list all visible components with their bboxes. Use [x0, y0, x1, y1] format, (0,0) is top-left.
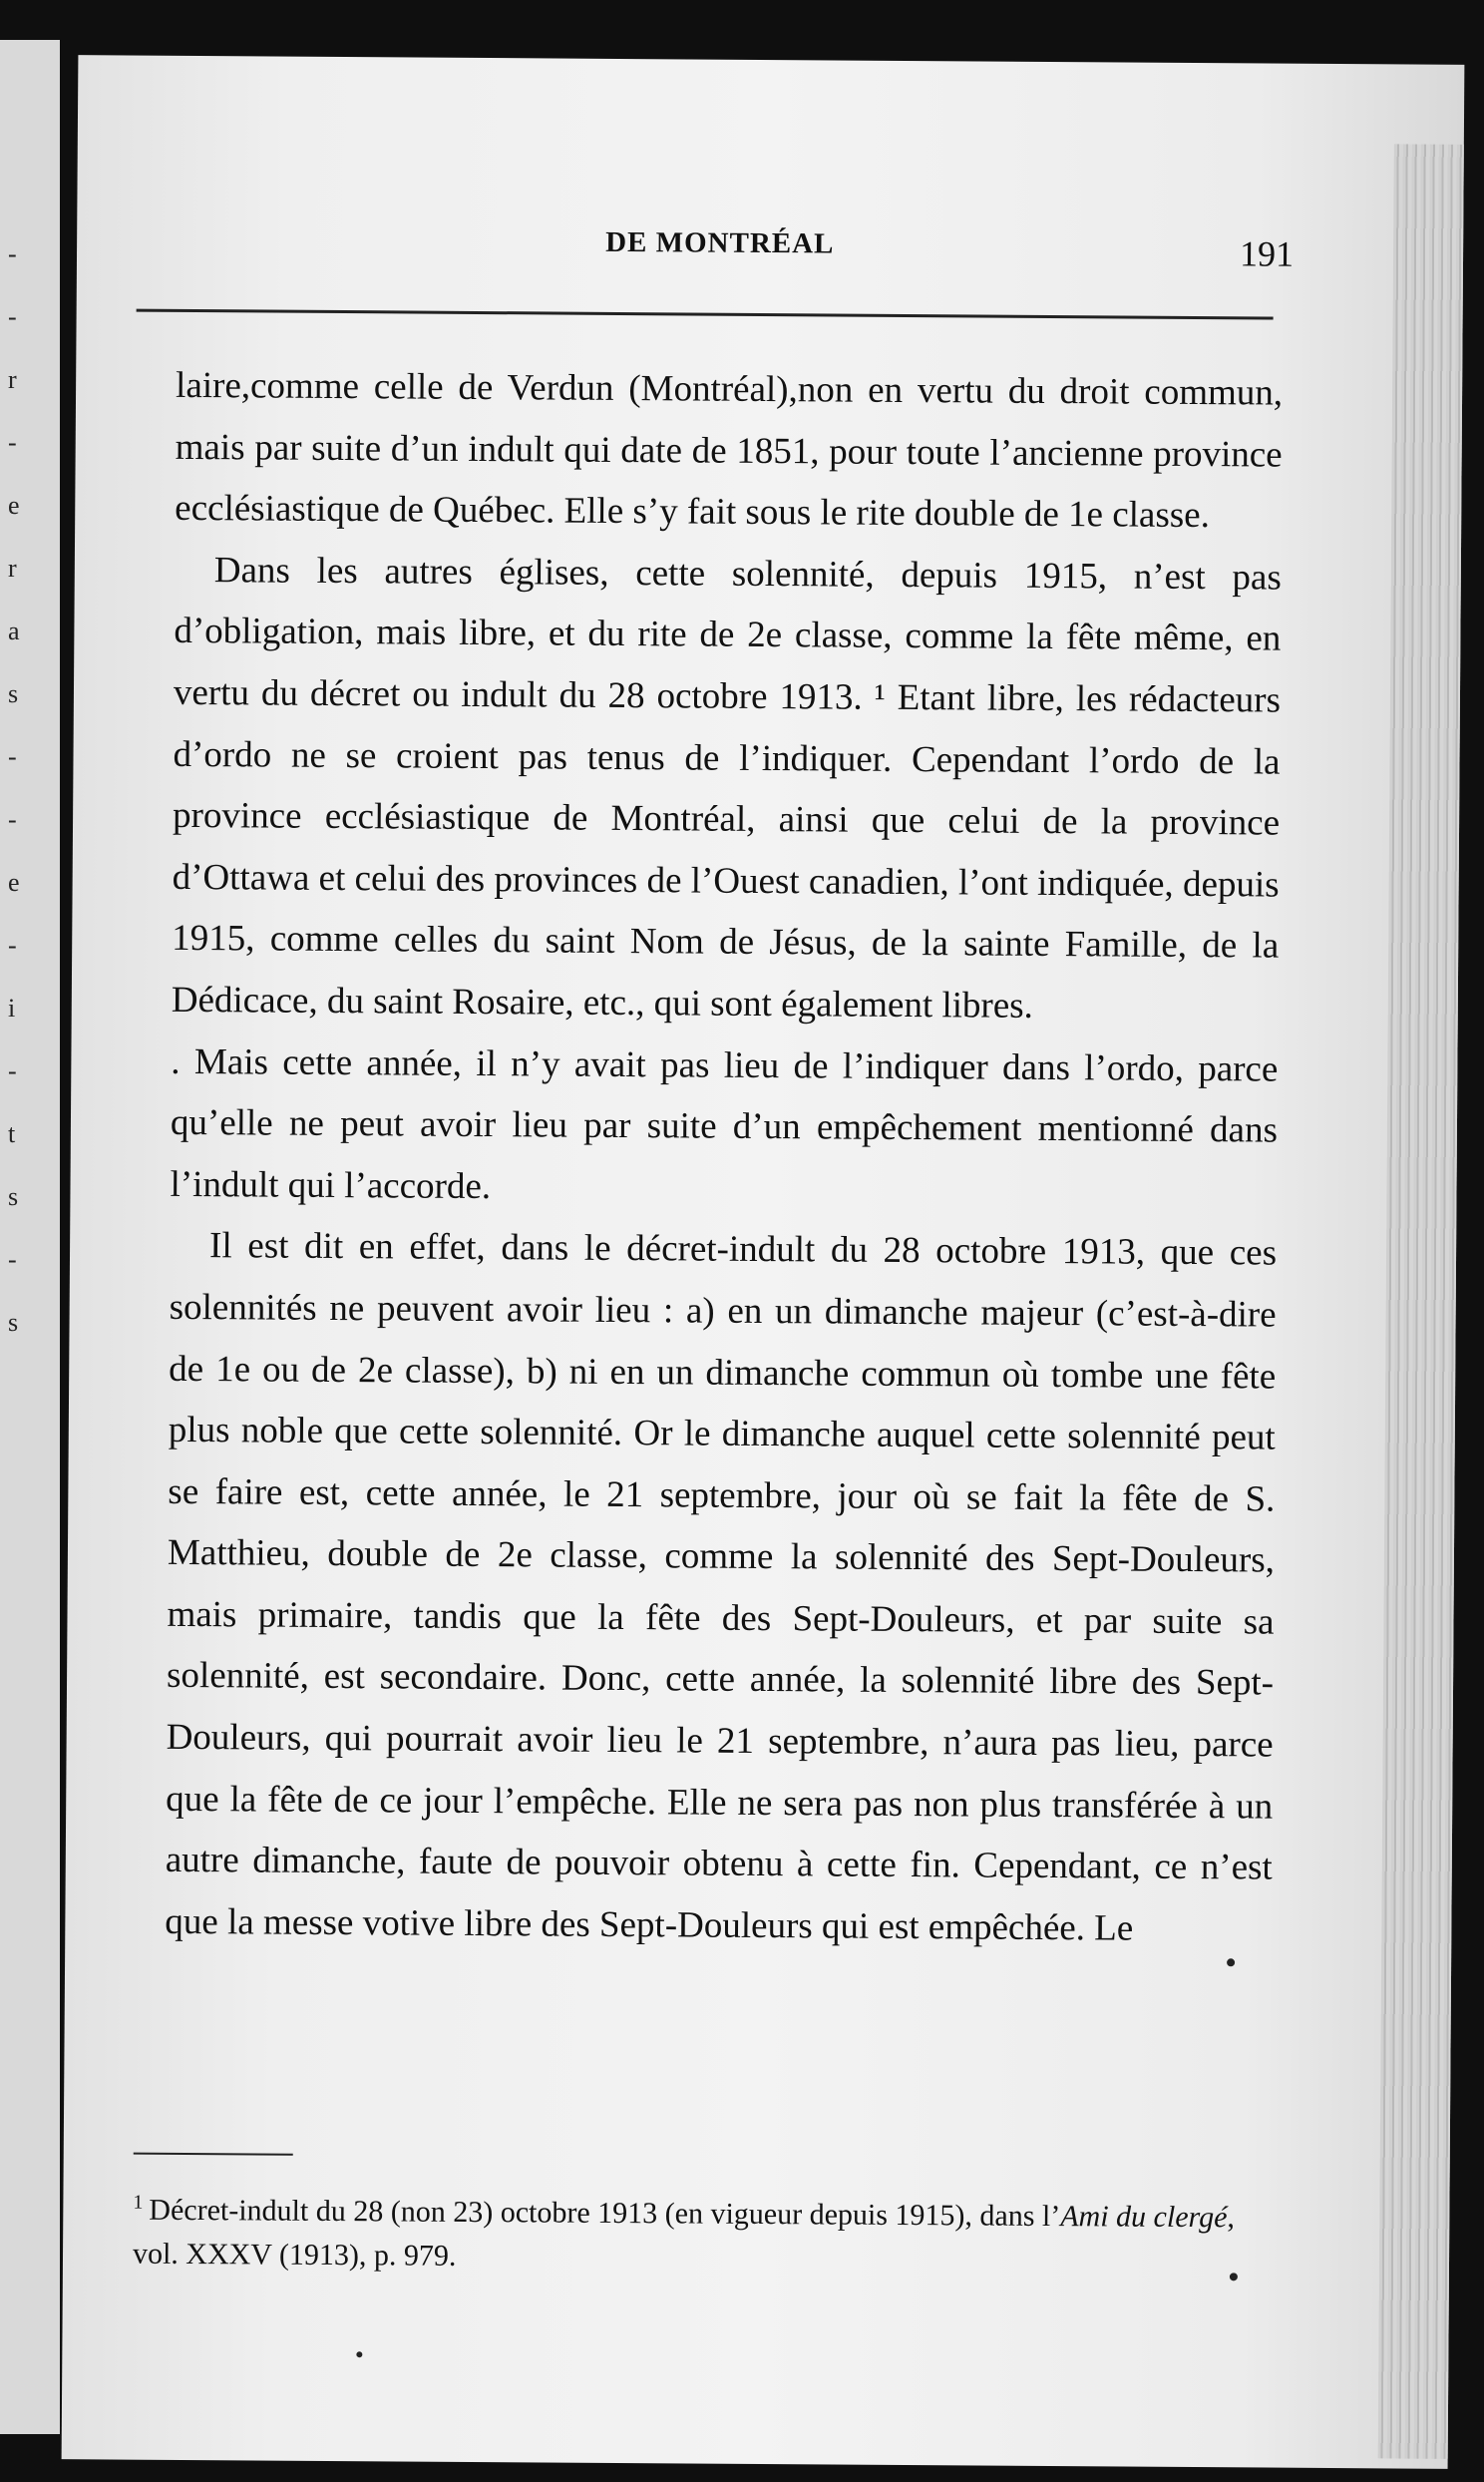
footnote-rule [134, 2153, 293, 2156]
facing-page-fragment: - [8, 1245, 17, 1274]
facing-page-fragment: e [8, 491, 20, 520]
previous-page-edge [0, 40, 60, 2434]
facing-page-fragment: s [8, 1182, 19, 1211]
facing-page-fragment: - [8, 302, 17, 331]
facing-page-fragment: - [8, 428, 17, 457]
footnote-text: Décret-indult du 28 (non 23) octobre 1913 (en vigueur depuis 1915), dans l’ [149, 2193, 1061, 2234]
facing-page-fragment: - [8, 931, 17, 960]
footnote-title: Ami du clergé [1060, 2200, 1228, 2235]
paragraph: laire,comme celle de Verdun (Montréal),non en vertu du droit commun, mais par suite d’un indult qui date de 1851, pour toute l’ancienne province ecclésiastique de Québec. Elle s’y fait sous le rite double de 1e classe. [175, 364, 1284, 537]
facing-page-fragment: s [8, 679, 19, 708]
page-stack-edge [1378, 144, 1464, 2458]
footnote [133, 2181, 1271, 2284]
footnote-mark: 1 [133, 2191, 144, 2214]
facing-page-fragment: r [8, 554, 17, 583]
facing-page-fragment: e [8, 868, 20, 897]
ink-speck [1230, 2273, 1238, 2280]
paragraph: . Mais cette année, il n’y avait pas lieu de l’indiquer dans l’ordo, parce qu’elle ne peut avoir lieu par suite d’un empêchement mentionné dans l’indult qui l’accorde. [170, 1040, 1279, 1207]
ink-speck [356, 2351, 362, 2357]
book-page [62, 55, 1465, 2469]
facing-page-fragment: - [8, 239, 17, 268]
facing-page-fragment: - [8, 742, 17, 771]
facing-page-fragment: s [8, 1308, 19, 1337]
paragraph: Dans les autres églises, cette solennité, depuis 1915, n’est pas d’obligation, mais libre, et du rite de 2e classe, comme la fête même, en vertu du décret ou indult du 28 octobre 1913. ¹ Etant libre, les rédacteurs d’ordo ne se croient pas tenus de l’indiquer. Cependant l’ordo de la province ecclésiastique de Montréal, ainsi que celui de la province d’Ottawa et celui des provinces de l’Ouest canadien, l’ont indiquée, depuis 1915, comme celles du saint Nom de Jésus, de la sainte Famille, de la Dédicace, du saint Rosaire, etc., qui sont également libres. [171, 549, 1282, 1027]
footnote-text-end: , vol. XXXV (1913), p. 979. [132, 2201, 1236, 2273]
page-number: 191 [1239, 233, 1295, 274]
header-rule [137, 309, 1274, 320]
body-text [165, 355, 1283, 1960]
ink-speck [1227, 1958, 1235, 1966]
facing-page-fragment: i [8, 994, 16, 1023]
facing-page-fragment: - [8, 1056, 17, 1085]
running-head: DE MONTRÉAL [605, 225, 835, 260]
page-header [167, 204, 1295, 274]
facing-page-fragment: r [8, 365, 17, 394]
facing-page-fragment: t [8, 1119, 16, 1148]
paragraph: Il est dit en effet, dans le décret-indult du 28 octobre 1913, que ces solennités ne peuvent avoir lieu : a) en un dimanche majeur (c’est-à-dire de 1e ou de 2e classe), b) ni en un dimanche commun où tombe une fête plus noble que cette solennité. Or le dimanche auquel cette solennité peut se faire est, cette année, le 21 septembre, jour où se fait la fête de S. Matthieu, double de 2e classe, comme la solennité des Sept-Douleurs, mais primaire, tandis que la fête des Sept-Douleurs, et par suite sa solennité, est secondaire. Donc, cette année, la solennité libre des Sept-Douleurs, qui pourrait avoir lieu le 21 septembre, n’aura pas lieu, parce que la fête de ce jour l’empêche. Elle ne sera pas non plus transférée à un autre dimanche, faute de pouvoir obtenu à cette fin. Cependant, ce n’est que la messe votive libre des Sept-Douleurs qui est empêchée. Le [165, 1225, 1278, 1949]
facing-page-fragment: - [8, 805, 17, 834]
facing-page-fragment: a [8, 617, 20, 645]
